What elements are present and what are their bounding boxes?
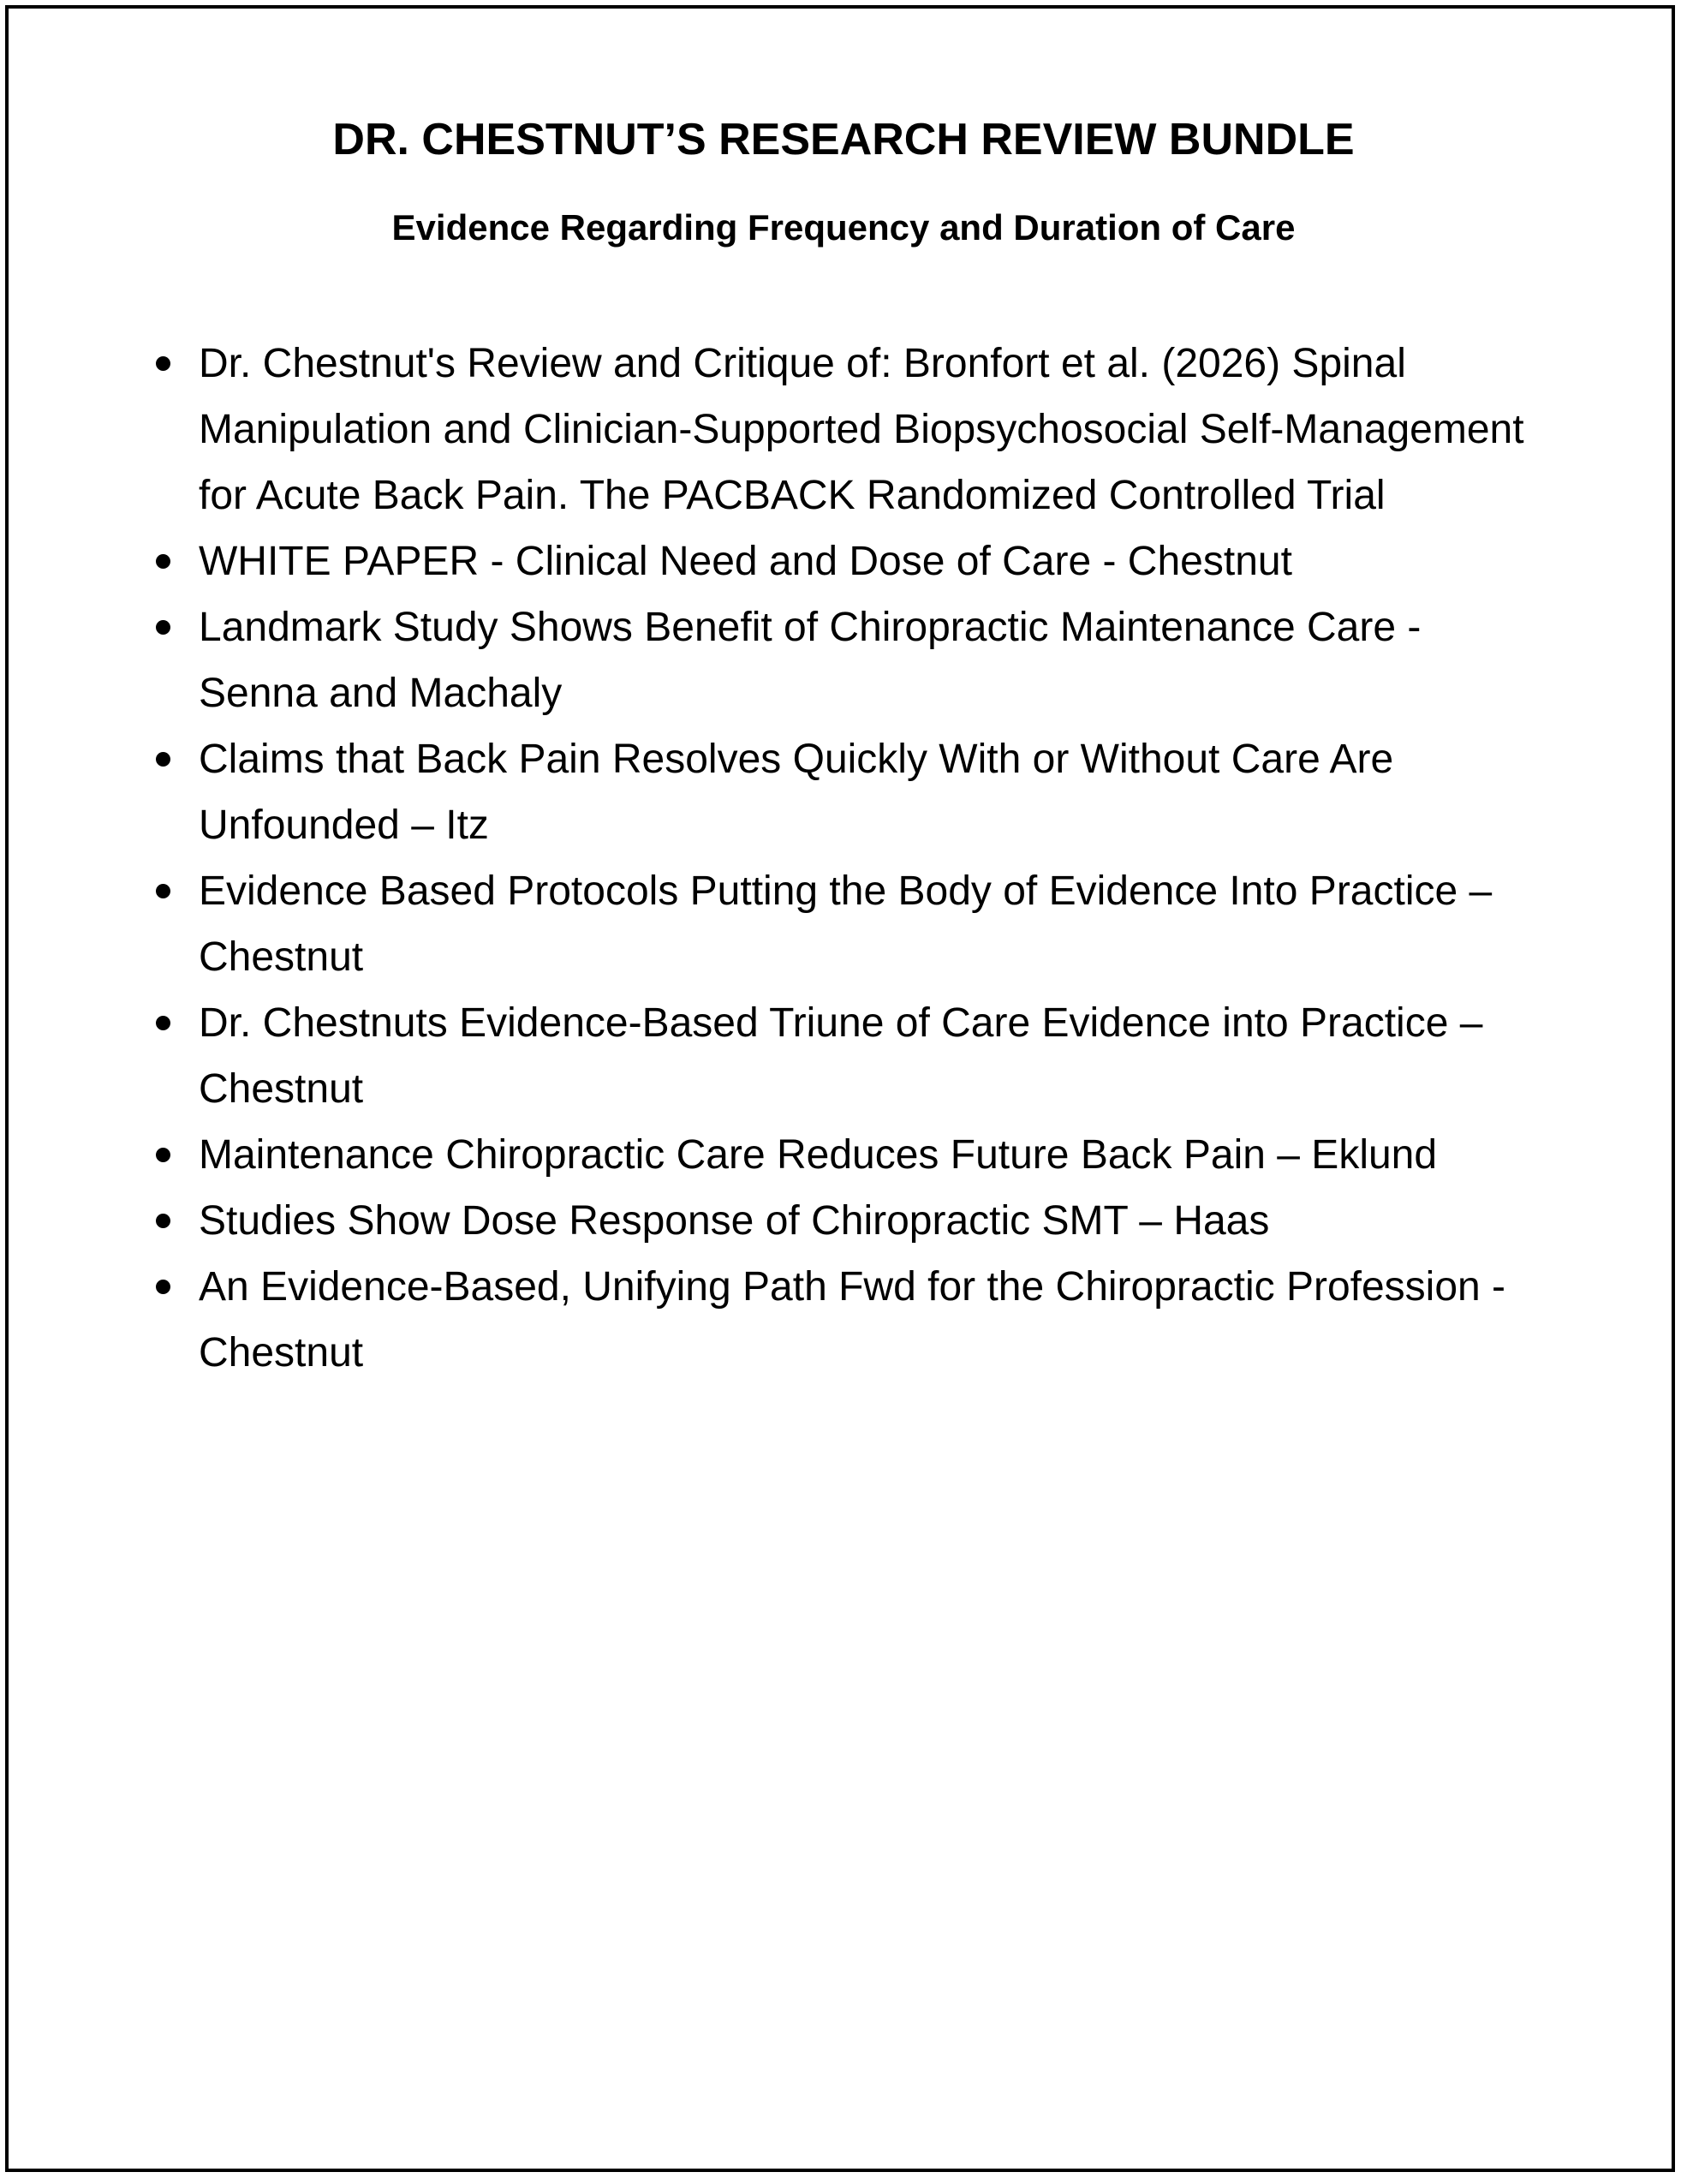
list-item (147, 1188, 1535, 1254)
bullet-icon (156, 1214, 170, 1228)
bullet-icon (156, 620, 170, 635)
list-item (147, 858, 1535, 990)
list-item (147, 726, 1535, 858)
bullet-icon (156, 1148, 170, 1162)
list-item (147, 1254, 1535, 1386)
bullet-icon (156, 1016, 170, 1030)
list-item-text: WHITE PAPER - Clinical Need and Dose of Care - Chestnut (199, 539, 1292, 584)
list-item-text: Evidence Based Protocols Putting the Body of Evidence Into Practice – Chestnut (199, 868, 1493, 980)
bullet-icon (156, 752, 170, 767)
list-item (147, 528, 1535, 594)
list-item (147, 331, 1535, 528)
bullet-icon (156, 1280, 170, 1294)
list-item-text: Dr. Chestnut's Review and Critique of: Bronfort et al. (2026) Spinal Manipulation and Clinician-Supported Biopsychosocial Self-Management for Acute Back Pain. The PACBACK Randomized Controlled Trial (199, 341, 1524, 518)
document-subtitle: Evidence Regarding Frequency and Duration of Care (391, 207, 1296, 248)
document-title: DR. CHESTNUT’S RESEARCH REVIEW BUNDLE (332, 115, 1355, 164)
list-item-text: Maintenance Chiropractic Care Reduces Future Back Pain – Eklund (199, 1132, 1438, 1178)
bullet-icon (156, 356, 170, 371)
list-item (147, 990, 1535, 1122)
list-item-text: Landmark Study Shows Benefit of Chiropractic Maintenance Care - Senna and Machaly (199, 605, 1422, 716)
list-item-text: Claims that Back Pain Resolves Quickly With or Without Care Are Unfounded – Itz (199, 737, 1394, 848)
list-item-text: Studies Show Dose Response of Chiropractic SMT – Haas (199, 1198, 1270, 1244)
list-item (147, 594, 1535, 726)
list-item-text: An Evidence-Based, Unifying Path Fwd for the Chiropractic Profession - Chestnut (199, 1264, 1506, 1375)
list-item (147, 1122, 1535, 1188)
research-review-list (147, 331, 1603, 1386)
bullet-icon (156, 554, 170, 569)
list-item-text: Dr. Chestnuts Evidence-Based Triune of Care Evidence into Practice – Chestnut (199, 1000, 1483, 1112)
bullet-icon (156, 884, 170, 898)
